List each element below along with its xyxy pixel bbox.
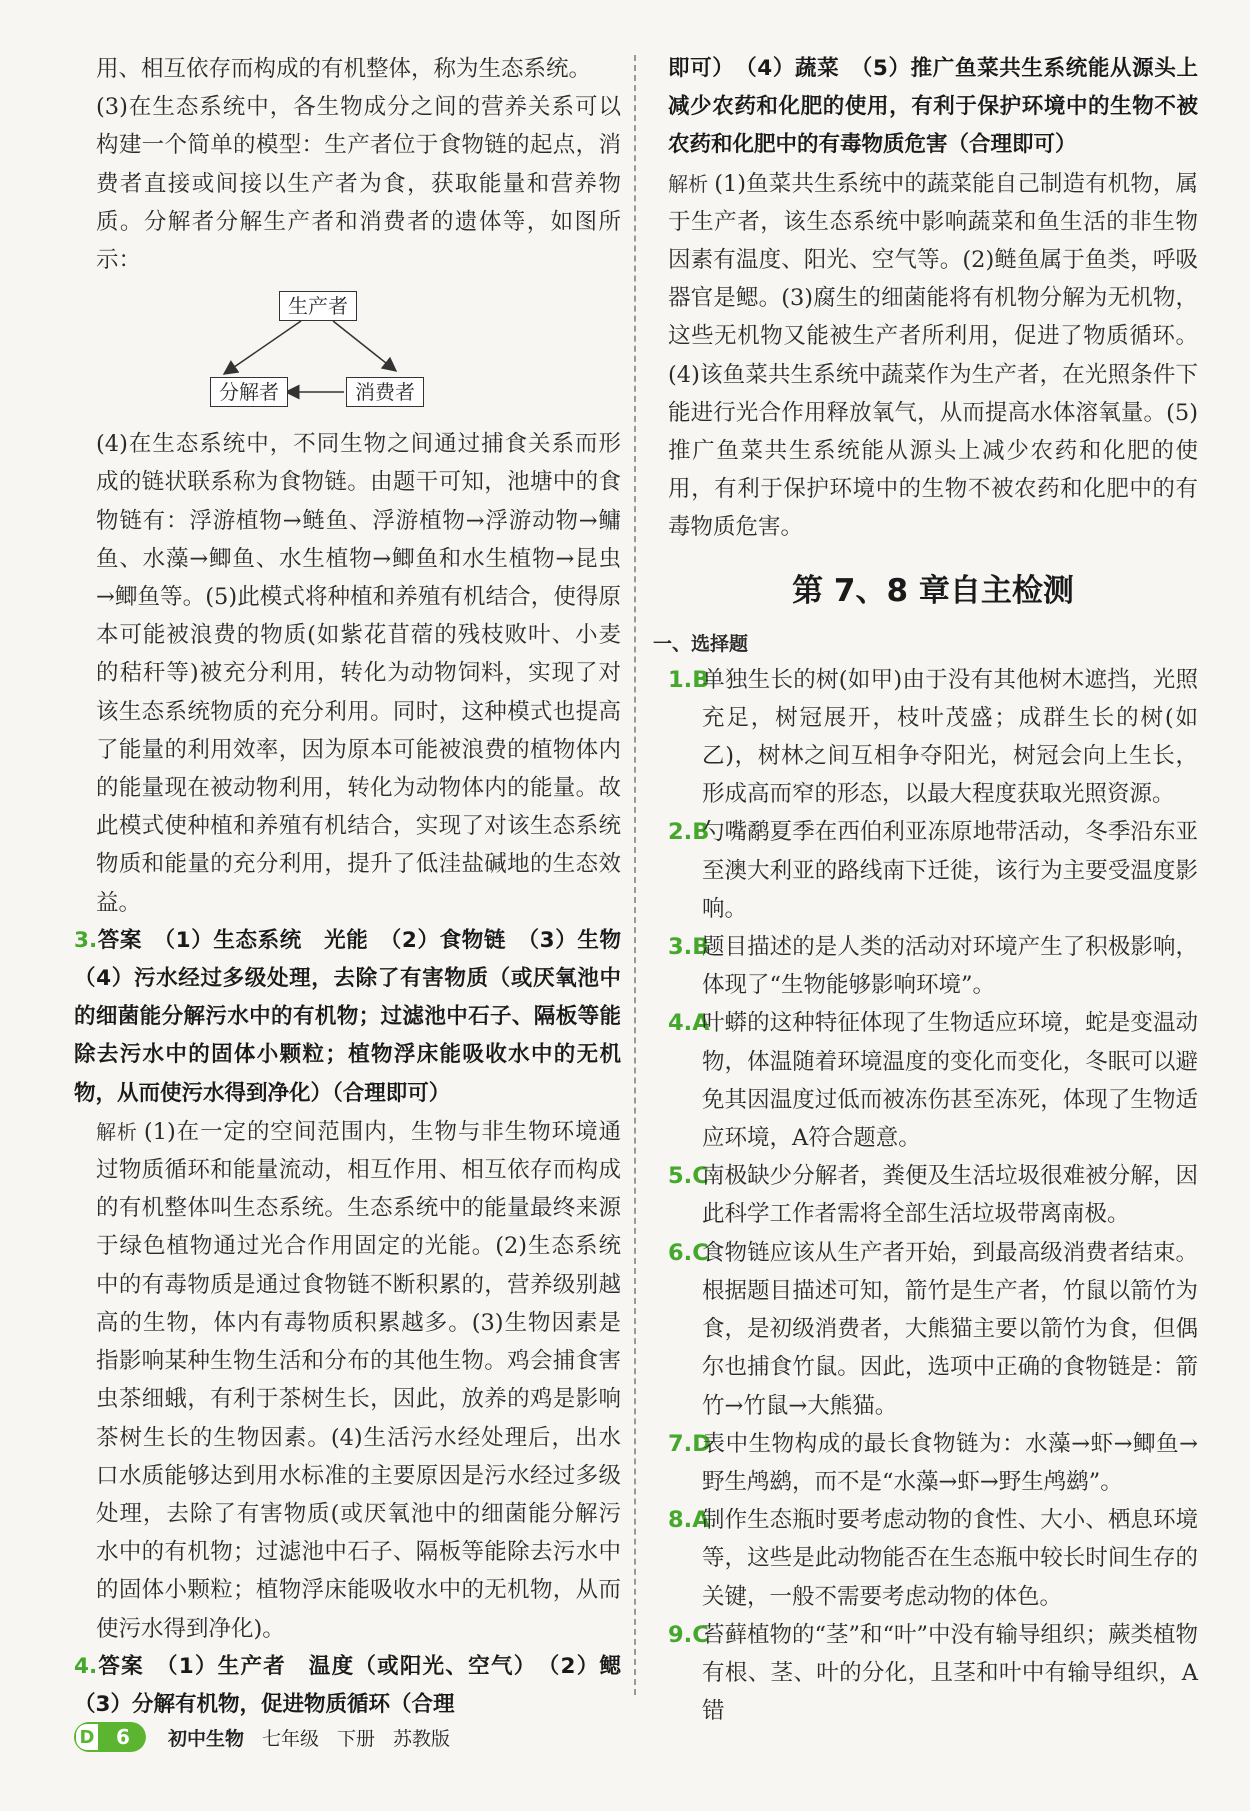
- q3-analysis: [96, 1113, 621, 1648]
- left-column: [74, 50, 643, 1724]
- item-text: 叶蟒的这种特征体现了生物适应环境，蛇是变温动物，体温随着环境温度的变化而变化，冬眠可以避免其因温度过低而被冻伤甚至冻死，体现了生物适应环境，A符合题意。: [702, 1010, 1198, 1152]
- footer-volume: 下册: [337, 1727, 376, 1750]
- item-number: 8.A: [668, 1507, 710, 1534]
- list-item: [668, 661, 1198, 814]
- q4-answer: [74, 1648, 643, 1724]
- answer-text: （1）生态系统 光能 （2）食物链 （3）生物 （4）污水经过多级处理，去除了有害物质（或厌氧池中的细菌能分解污水中的有机物；过滤池中石子、隔板等能除去污水中的固体小颗粒；植物浮床能吸收水中的无机物，从而使污水得到净化）（合理即可）: [74, 927, 643, 1106]
- section-title: 一、选择题: [653, 632, 749, 655]
- item-text: 题目描述的是人类的活动对环境产生了积极影响，体现了“生物能够影响环境”。: [702, 934, 1198, 999]
- arrow-producer-to-consumer: [333, 321, 396, 371]
- q3-answer: [74, 922, 643, 1113]
- list-item: [668, 1501, 1198, 1616]
- list-item: [668, 1425, 1198, 1501]
- paragraph: 用、相互依存而构成的有机整体，称为生态系统。: [96, 56, 592, 82]
- item-number: 5.C: [668, 1163, 709, 1190]
- item-text: 制作生态瓶时要考虑动物的食性、大小、栖息环境等，这些是此动物能否在生态瓶中较长时间生存的关键，一般不需要考虑动物的体色。: [702, 1507, 1198, 1610]
- item-text: 苔藓植物的“茎”和“叶”中没有输导组织；蕨类植物有根、茎、叶的分化，且茎和叶中有输导组织，A错: [702, 1621, 1199, 1725]
- footer-grade: 七年级: [262, 1727, 320, 1750]
- item-text: 食物链应该从生产者开始，到最高级消费者结束。根据题目描述可知，箭竹是生产者，竹鼠以箭竹为食，是初级消费者，大熊猫主要以箭竹为食，但偶尔也捕食竹鼠。因此，选项中正确的食物链是：箭竹→竹鼠→大熊猫。: [702, 1239, 1198, 1419]
- q4-analysis: [668, 165, 1198, 547]
- item-number: 4.A: [668, 1010, 710, 1037]
- page-number: 6: [100, 1722, 146, 1752]
- question-number: 3.: [74, 927, 98, 953]
- analysis-text: (1)鱼菜共生系统中的蔬菜能自己制造有机物，属于生产者，该生态系统中影响蔬菜和鱼生活的非生物因素有温度、阳光、空气等。(2)鲢鱼属于鱼类，呼吸器官是鳃。(3)腐生的细菌能将有机物分解为无机物，这些无机物又能被生产者所利用，促进了物质循环。(4)该鱼菜共生系统中蔬菜作为生产者，在光照条件下能进行光合作用释放氧气，从而提高水体溶氧量。(5)推广鱼菜共生系统能从源头上减少农药和化肥的使用，有利于保护环境中的生物不被农药和化肥中的有毒物质危害。: [668, 170, 1199, 541]
- answer-label: 答案: [97, 927, 143, 953]
- item-text: 勺嘴鹬夏季在西伯利亚冻原地带活动，冬季沿东亚至澳大利亚的路线南下迁徙，该行为主要受温度影响。: [702, 819, 1198, 922]
- analysis-label: 解析: [96, 1119, 138, 1144]
- q4-answer-continued: 即可） （4）蔬菜 （5）推广鱼菜共生系统能从源头上减少农药和化肥的使用，有利于保护环境中的生物不被农药和化肥中的有毒物质危害（合理即可）: [668, 56, 1198, 158]
- item-number: 2.B: [668, 819, 710, 846]
- list-item: [668, 813, 1198, 928]
- answer-label: 答案: [97, 1653, 144, 1679]
- page-footer: [74, 1719, 450, 1755]
- analysis-text: (1)在一定的空间范围内，生物与非生物环境通过物质循环和能量流动，相互作用、相互依存而构成的有机整体叫生态系统。生态系统中的能量最终来源于绿色植物通过光合作用固定的光能。(2)生态系统中的有毒物质是通过食物链不断积累的，营养级别越高的生物，体内有毒物质积累越多。(3)生物因素是指影响某种生物生活和分布的其他生物。鸡会捕食害虫茶细蛾，有利于茶树生长，因此，放养的鸡是影响茶树生长的生物因素。(4)生活污水经处理后，出水口水质能够达到用水标准的主要原因是污水经过多级处理，去除了有害物质(或厌氧池中的细菌能分解污水中的有机物；过滤池中石子、隔板等能除去污水中的固体小颗粒；植物浮床能吸收水中的无机物，从而使污水得到净化)。: [96, 1118, 622, 1642]
- item-number: 3.B: [668, 934, 710, 961]
- analysis-label: 解析: [668, 171, 709, 196]
- chapter-heading: 第 7、8 章自主检测: [792, 572, 1074, 609]
- badge-letter: D: [74, 1722, 100, 1752]
- item-number: 1.B: [668, 666, 710, 693]
- decomposer-box: 分解者: [210, 377, 288, 407]
- paragraph: (4)在生态系统中，不同生物之间通过捕食关系而形成的链状联系称为食物链。由题干可知，池塘中的食物链有：浮游植物→鲢鱼、浮游植物→浮游动物→鳙鱼、水藻→鲫鱼、水生植物→鲫鱼和水生植物→昆虫→鲫鱼等。(5)此模式将种植和养殖有机结合，使得原本可能被浪费的物质(如紫花苜蓿的残枝败叶、小麦的秸秆等)被充分利用，转化为动物饲料，实现了对该生态系统物质的充分利用。同时，这种模式也提高了能量的利用效率，因为原本可能被浪费的植物体内的能量现在被动物利用，转化为动物体内的能量。故此模式使种植和养殖有机结合，实现了对该生态系统物质和能量的充分利用，提升了低洼盐碱地的生态效益。: [96, 431, 621, 916]
- list-item: [668, 1616, 1198, 1731]
- consumer-box: 消费者: [346, 377, 424, 407]
- paragraph: (3)在生态系统中，各生物成分之间的营养关系可以构建一个简单的模型：生产者位于食物链的起点，消费者直接或间接以生产者为食，获取能量和营养物质。分解者分解生产者和消费者的遗体等，如图所示：: [96, 94, 621, 274]
- item-text: 单独生长的树(如甲)由于没有其他树木遮挡，光照充足，树冠展开，枝叶茂盛；成群生长的树(如乙)，树林之间互相争夺阳光，树冠会向上生长，形成高而窄的形态，以最大程度获取光照资源。: [702, 666, 1198, 808]
- item-number: 9.C: [668, 1621, 709, 1648]
- item-text: 表中生物构成的最长食物链为：水藻→虾→鲫鱼→野生鸬鹚，而不是“水藻→虾→野生鸬鹚”。: [702, 1430, 1198, 1495]
- footer-edition: 苏教版: [393, 1727, 451, 1750]
- item-number: 7.D: [668, 1430, 711, 1457]
- right-column: [653, 50, 1199, 1730]
- arrow-producer-to-decomposer: [224, 321, 301, 374]
- page-badge: [74, 1722, 146, 1752]
- item-text: 南极缺少分解者，粪便及生活垃圾很难被分解，因此科学工作者需将全部生活垃圾带离南极。: [702, 1163, 1198, 1228]
- list-item: [668, 1234, 1198, 1425]
- answer-text: （1）生产者 温度（或阳光、空气） （2）鳃 （3）分解有机物，促进物质循环（合理: [74, 1653, 643, 1717]
- list-item: [668, 928, 1198, 1004]
- column-divider: [634, 55, 636, 1695]
- producer-box: 生产者: [279, 291, 357, 321]
- footer-subject: 初中生物: [168, 1727, 245, 1750]
- item-number: 6.C: [668, 1239, 709, 1266]
- question-number: 4.: [74, 1653, 98, 1679]
- ecosystem-diagram: [96, 283, 621, 423]
- list-item: [668, 1157, 1198, 1233]
- list-item: [668, 1004, 1198, 1157]
